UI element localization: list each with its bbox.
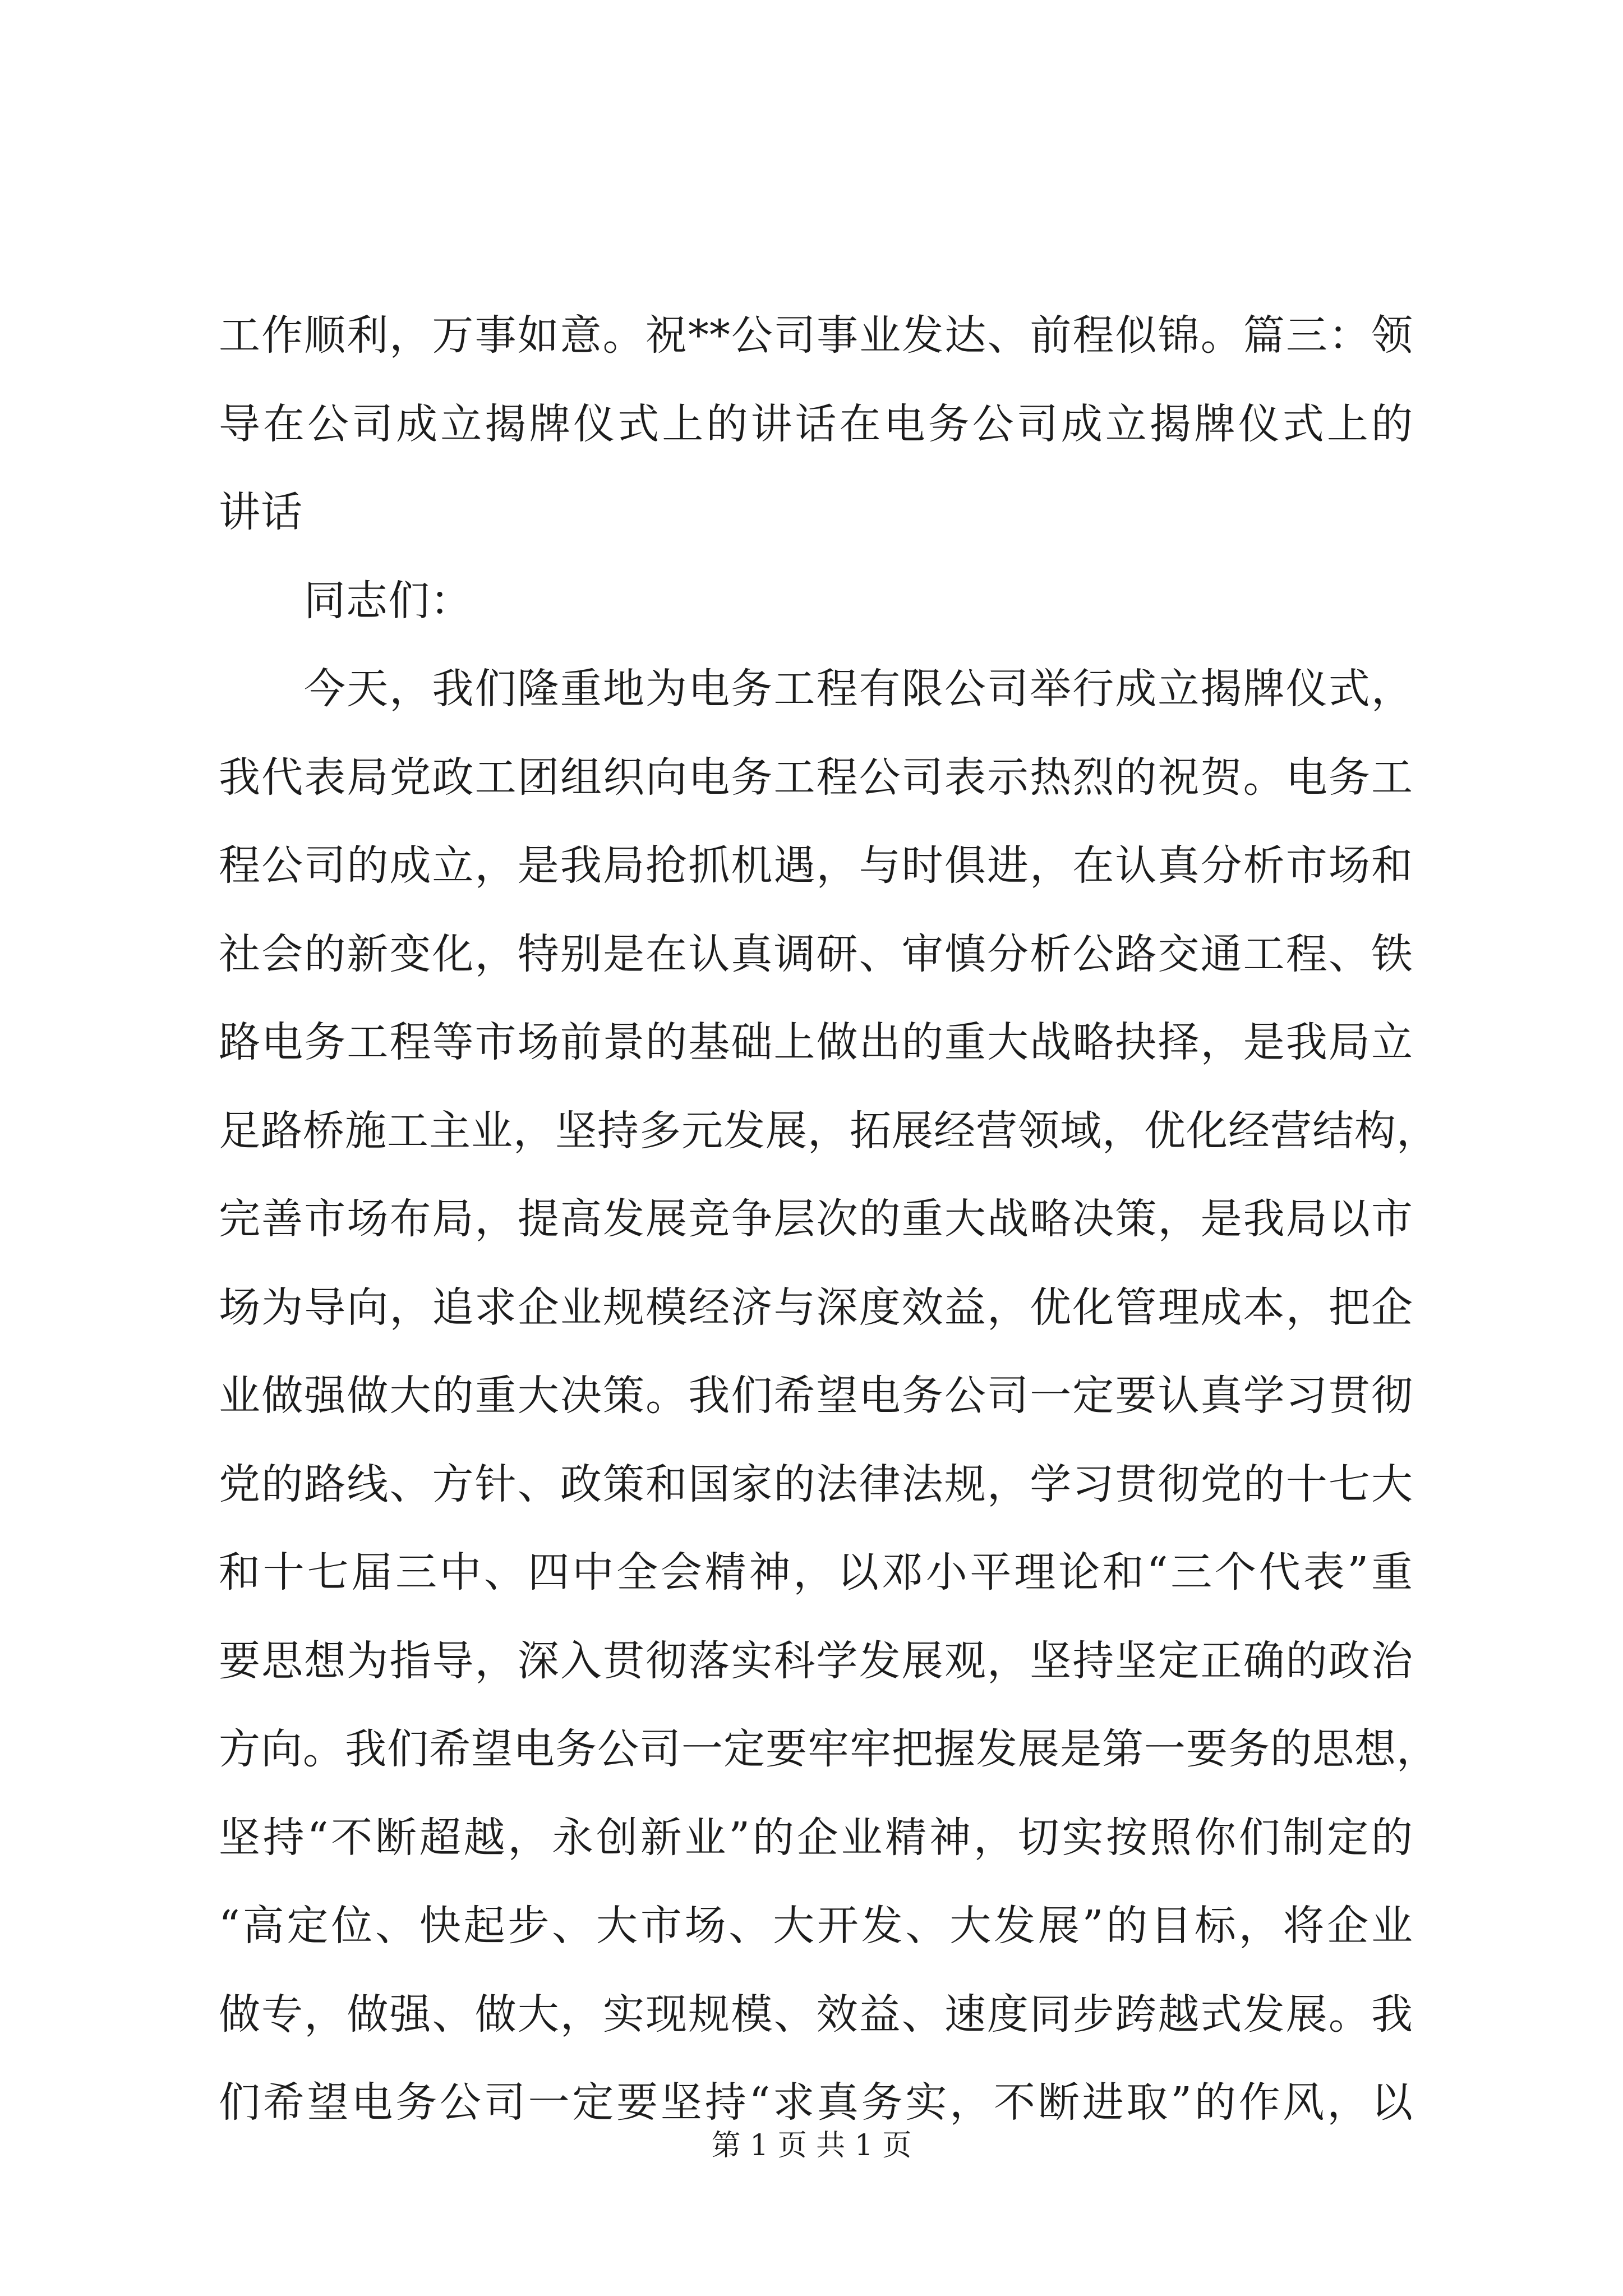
document-body — [219, 292, 1438, 2147]
paragraph-line: 们希望电务公司一定要坚持“求真务实，不断进取”的作风，以 — [219, 2078, 1413, 2127]
paragraph-line: “高定位、快起步、大市场、大开发、大发展”的目标，将企业 — [219, 1902, 1413, 1950]
paragraph-line: 坚持“不断超越，永创新业”的企业精神，切实按照你们制定的 — [219, 1813, 1413, 1862]
paragraph-line: 业做强做大的重大决策。我们希望电务公司一定要认真学习贯彻 — [219, 1372, 1413, 1420]
paragraph-line: 导在公司成立揭牌仪式上的讲话在电务公司成立揭牌仪式上的 — [219, 399, 1413, 448]
paragraph-line: 和十七届三中、四中全会精神，以邓小平理论和“三个代表”重 — [219, 1548, 1413, 1596]
paragraph-line: 足路桥施工主业，坚持多元发展，拓展经营领域，优化经营结构， — [219, 1106, 1438, 1155]
paragraph-line: 场为导向，追求企业规模经济与深度效益，优化管理成本，把企 — [219, 1283, 1413, 1332]
paragraph-line: 工作顺利，万事如意。祝**公司事业发达、前程似锦。篇三：领 — [219, 311, 1413, 360]
page-number-footer: 第 1 页 共 1 页 — [711, 2129, 912, 2162]
paragraph-line: 做专，做强、做大，实现规模、效益、速度同步跨越式发展。我 — [219, 1990, 1413, 2039]
paragraph-line: 要思想为指导，深入贯彻落实科学发展观，坚持坚定正确的政治 — [219, 1636, 1413, 1685]
paragraph-line: 讲话 — [219, 488, 303, 536]
paragraph-line: 社会的新变化，特别是在认真调研、审慎分析公路交通工程、铁 — [219, 930, 1413, 978]
paragraph-line: 我代表局党政工团组织向电务工程公司表示热烈的祝贺。电务工 — [219, 753, 1413, 802]
paragraph-line: 党的路线、方针、政策和国家的法律法规，学习贯彻党的十七大 — [219, 1460, 1413, 1508]
paragraph-line: 今天，我们隆重地为电务工程有限公司举行成立揭牌仪式， — [304, 665, 1413, 713]
salutation-line: 同志们： — [304, 576, 472, 625]
paragraph-line: 完善市场布局，提高发展竞争层次的重大战略决策，是我局以市 — [219, 1195, 1413, 1243]
paragraph-line: 方向。我们希望电务公司一定要牢牢把握发展是第一要务的思想， — [219, 1725, 1438, 1773]
paragraph-line: 路电务工程等市场前景的基础上做出的重大战略抉择，是我局立 — [219, 1018, 1413, 1066]
paragraph-line: 程公司的成立，是我局抢抓机遇，与时俱进，在认真分析市场和 — [219, 841, 1413, 890]
